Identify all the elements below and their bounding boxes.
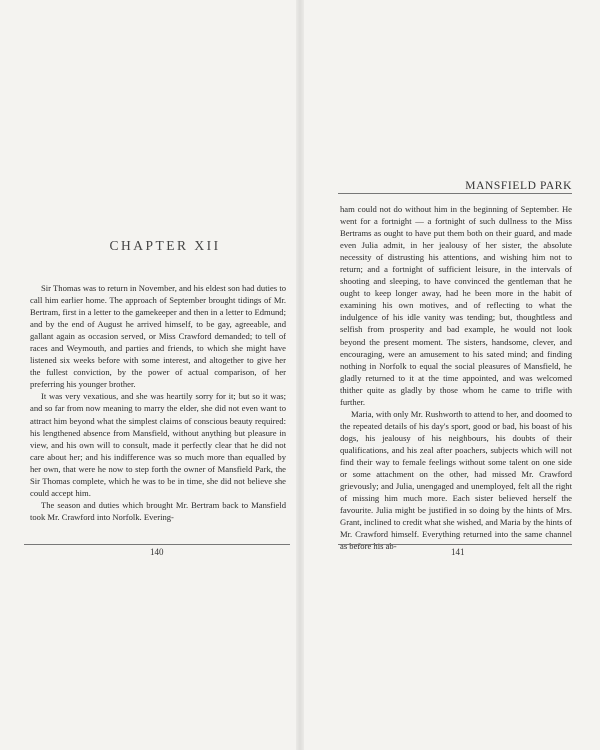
chapter-heading: CHAPTER XII — [109, 238, 221, 253]
paragraph: Maria, with only Mr. Rushworth to attend to her, and doomed to the repeated details of his day's sport, good or bad, his boast of his dogs, his jealousy of his neighbours, his doubts of their qualifications, and his zeal after poachers, subjects which will not find their way to female feelings without some talent on one side or some attachment on the other, had missed Mr. Crawford grievously; and Julia, unengaged and unemployed, felt all the right of missing him much more. Each sister believed herself the favourite. Julia might be justified in so doing by the hints of Mrs. Grant, inclined to credit what she wished, and Maria by the hints of Mr. Crawford himself. Everything returned into the same channel as before his ab- — [340, 408, 572, 552]
paragraph: ham could not do without him in the beginning of September. He went for a fortnight — a fortnight of such dullness to the Miss Bertrams as ought to have put them both on their guard, and made even Julia admit, in her jealousy of her sister, the absolute necessity of distrusting his attentions, and wishing him not to return; and a fortnight of sufficient leisure, in the intervals of shooting and sleeping, to have convinced the gentleman that he ought to keep longer away, had he been more in the habit of examining his own motives, and of reflecting to what the indulgence of his idle vanity was tending; but, thoughtless and selfish from prosperity and bad example, he would not look beyond the present moment. The sisters, handsome, clever, and encouraging, were an amusement to his sated mind; and finding nothing in Norfolk to equal the social pleasures of Mansfield, he gladly returned to it at the time appointed, and was welcomed thither quite as gladly by those whom he came to trifle with further. — [340, 204, 572, 407]
footer-rule — [24, 544, 290, 545]
book-gutter — [296, 0, 304, 750]
paragraph: The season and duties which brought Mr. Bertram back to Mansfield took Mr. Crawford into Norfolk. Evering- — [30, 499, 286, 522]
paragraph: Sir Thomas was to return in November, and his eldest son had duties to call him earlier home. The approach of September brought tidings of Mr. Bertram, first in a letter to the gamekeeper and then in a letter to Edmund; and by the end of August he arrived himself, to be gay, agreeable, and gallant again as occasion served, or Miss Crawford demanded; to tell of races and Weymouth, and parties and friends, to which she might have listened six weeks before with some interest, and altogether to give her the fullest conviction, by the power of actual comparison, of her preferring his younger brother. — [30, 283, 286, 390]
footer-rule — [338, 544, 572, 545]
running-head: MANSFIELD PARK — [465, 180, 572, 192]
paragraph: It was very vexatious, and she was heartily sorry for it; but so it was; and so far from now meaning to marry the elder, she did not even want to attract him beyond what the simplest claims of conscious beauty required: his lengthened absence from Mansfield, without anything but pleasure in view, and his own will to consult, made it perfectly clear that he did not care about her; and his indifference was so much more than equalled by her own, that were he now to step forth the owner of Mansfield Park, the Sir Thomas complete, which he was to be in time, she did not believe she could accept him. — [30, 391, 286, 498]
page-number: 141 — [451, 547, 465, 557]
header-rule — [338, 193, 572, 194]
left-page-body — [30, 282, 286, 523]
right-page-body — [340, 203, 572, 552]
page-number: 140 — [150, 547, 164, 557]
